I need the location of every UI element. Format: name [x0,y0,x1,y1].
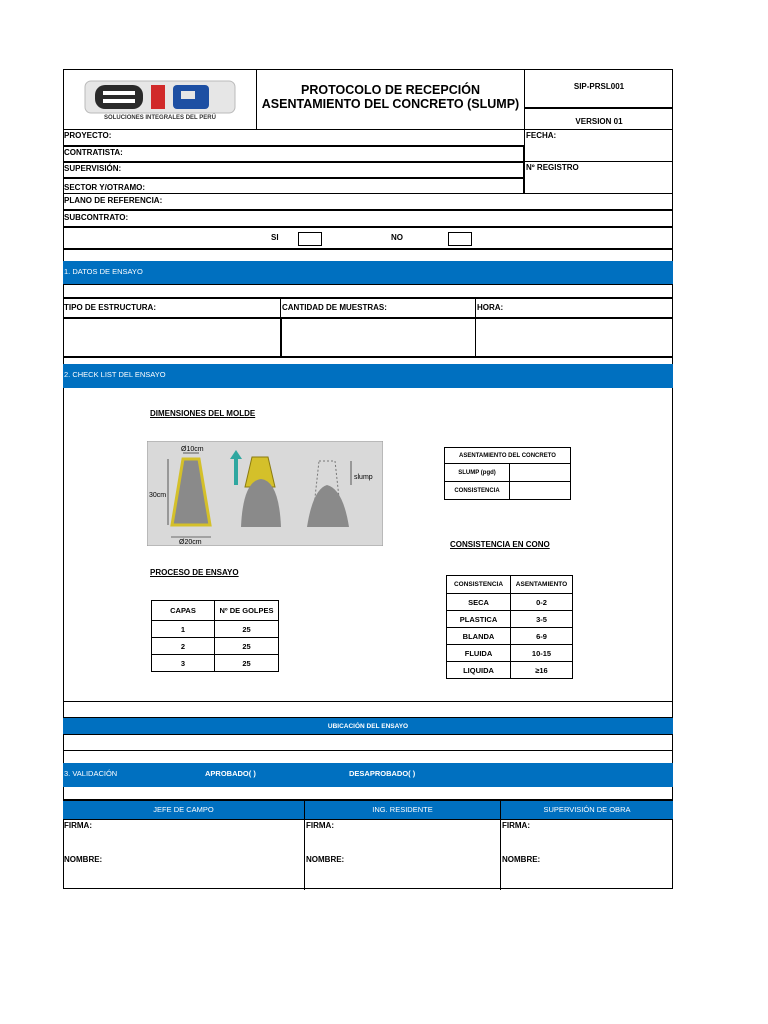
fecha-cell [525,129,673,161]
desaprobado-option[interactable]: DESAPROBADO( ) [349,769,416,778]
contratista-label: CONTRATISTA: [64,148,123,157]
nombre-label: NOMBRE: [64,855,103,864]
proceso-table [151,600,279,672]
consistencia-row-label: CONSISTENCIA [445,482,510,500]
no-checkbox[interactable] [448,232,472,246]
section3-title: 3. VALIDACIÓN [64,769,118,778]
asentamiento-title: ASENTAMIENTO DEL CONCRETO [445,448,571,464]
section1-values-row [63,317,673,358]
section2-title: 2. CHECK LIST DEL ENSAYO [64,370,166,379]
slump-value-cell[interactable] [510,464,571,482]
ing-residente-signature-cell[interactable] [305,820,501,890]
capa-cell: 2 [152,638,215,655]
ubicacion-header: UBICACIÓN DEL ENSAYO [63,717,673,734]
sip-logo [63,69,257,129]
section1-header [63,261,673,285]
logo-cell [63,69,257,129]
title-cell [257,69,525,129]
consistencia-title: CONSISTENCIA EN CONO [450,540,550,549]
capas-header: CAPAS [152,601,215,621]
cantidad-muestras-label: CANTIDAD DE MUESTRAS: [281,299,476,320]
registro-label: Nº REGISTRO [526,163,579,172]
section2-header [63,364,673,388]
consistencia-cell: LIQUIDA [447,662,511,679]
title-line2: ASENTAMIENTO DEL CONCRETO (SLUMP) [261,97,520,111]
supervision-obra-signature-cell[interactable] [501,820,673,890]
si-label: SI [271,233,279,242]
bottom-diameter-label: Ø20cm [179,539,202,546]
asentamiento-header: ASENTAMIENTO [511,576,573,594]
dimensiones-title: DIMENSIONES DEL MOLDE [150,409,256,418]
firma-label: FIRMA: [502,821,530,830]
jefe-campo-signature-cell[interactable] [63,820,305,890]
consistencia-cell: PLASTICA [447,611,511,628]
capa-cell: 3 [152,655,215,672]
golpes-header: Nº DE GOLPES [215,601,279,621]
tipo-estructura-label: TIPO DE ESTRUCTURA: [63,299,281,320]
hora-label: HORA: [477,303,504,312]
proyecto-row [63,129,525,146]
sector-row [63,177,525,194]
si-checkbox[interactable] [298,232,322,246]
slump-cone-figure [147,441,383,546]
doc-code: SIP-PRSL001 [525,69,673,109]
slump-label: slump [354,474,373,481]
asentamiento-cell: ≥16 [511,662,573,679]
height-label: 30cm [149,492,167,499]
supervision-label: SUPERVISIÓN: [64,164,122,173]
asentamiento-cell: 3-5 [511,611,573,628]
no-label: NO [391,233,403,242]
consistencia-table [446,575,573,679]
jefe-campo-header: JEFE DE CAMPO [63,801,305,819]
fecha-label: FECHA: [526,131,557,140]
consistencia-cell: BLANDA [447,628,511,645]
nombre-label: NOMBRE: [502,855,541,864]
slump-row-label: SLUMP (pgd) [445,464,510,482]
golpes-cell: 25 [215,655,279,672]
subcontrato-row [63,209,673,227]
asentamiento-cell: 6-9 [511,628,573,645]
capa-cell: 1 [152,621,215,638]
logo-subtitle: SOLUCIONES INTEGRALES DEL PERÚ [104,115,216,121]
section1-title: 1. DATOS DE ENSAYO [64,267,143,276]
top-diameter-label: Ø10cm [181,446,204,453]
plano-row [63,193,673,210]
asentamiento-table [444,447,571,500]
consistencia-cell: SECA [447,594,511,611]
si-no-row [63,226,673,250]
section3-header [63,763,673,787]
consistencia-value-cell[interactable] [510,482,571,500]
asentamiento-cell: 10-15 [511,645,573,662]
supervision-row [63,161,525,178]
ing-residente-header: ING. RESIDENTE [305,801,501,819]
firma-label: FIRMA: [64,821,92,830]
proyecto-label: PROYECTO: [64,131,112,140]
sector-label: SECTOR Y/OTRAMO: [64,183,146,192]
registro-cell [525,161,673,194]
nombre-label: NOMBRE: [306,855,345,864]
section1-labels-row [63,297,673,318]
consistencia-header: CONSISTENCIA [447,576,511,594]
contratista-row [63,145,525,162]
plano-label: PLANO DE REFERENCIA: [64,196,163,205]
doc-version: VERSION 01 [575,117,623,126]
asentamiento-cell: 0-2 [511,594,573,611]
proceso-title: PROCESO DE ENSAYO [150,568,239,577]
ubicacion-row [63,734,673,751]
supervision-obra-header: SUPERVISIÓN DE OBRA [501,801,673,819]
title-line1: PROTOCOLO DE RECEPCIÓN [301,83,480,97]
golpes-cell: 25 [215,621,279,638]
subcontrato-label: SUBCONTRATO: [64,213,129,222]
svg-text:SIP: SIP [188,107,190,108]
firma-label: FIRMA: [306,821,334,830]
signature-block [63,799,673,889]
aprobado-option[interactable]: APROBADO( ) [205,769,256,778]
protocol-form [63,69,673,889]
golpes-cell: 25 [215,638,279,655]
consistencia-cell: FLUIDA [447,645,511,662]
